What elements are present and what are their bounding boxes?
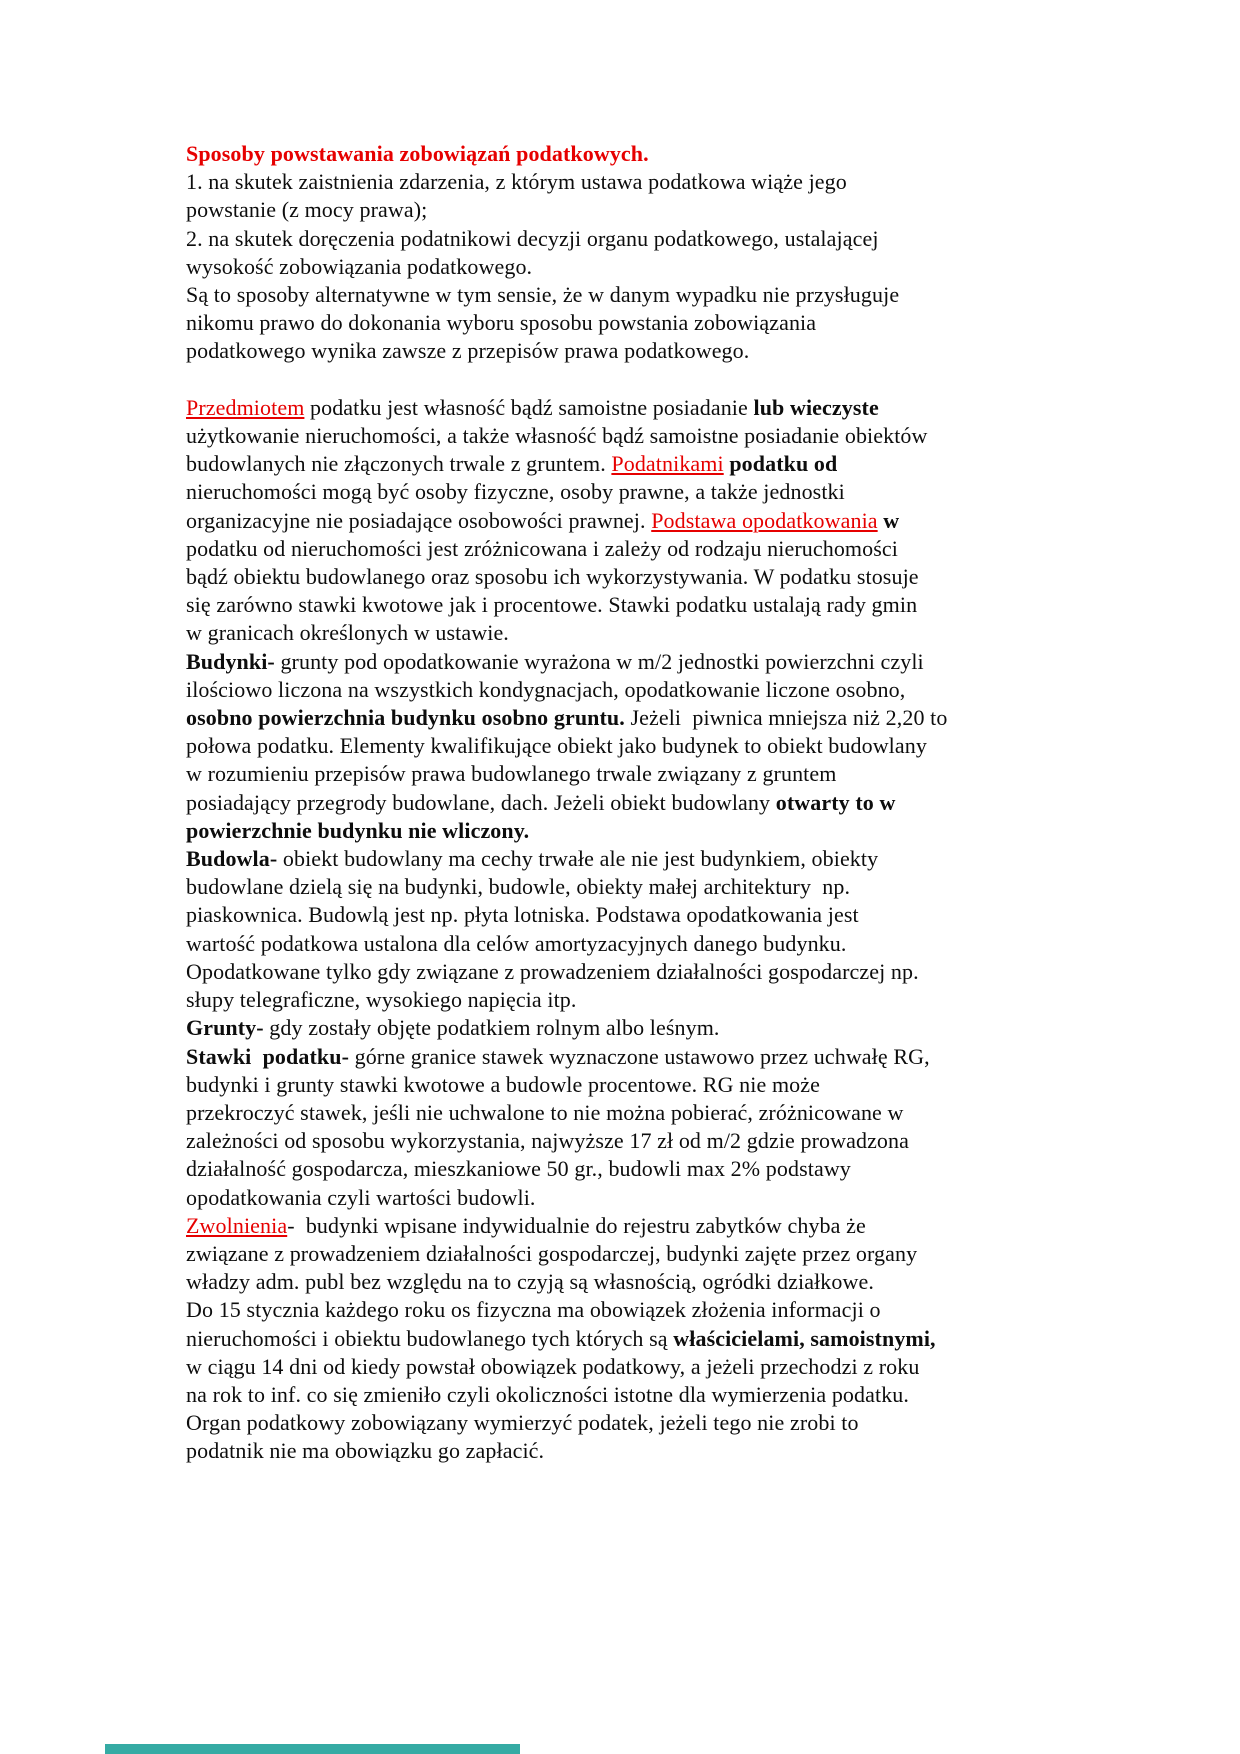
text-line: [186, 676, 947, 704]
text-segment: Do 15 stycznia każdego roku os fizyczna ma obowiązek złożenia informacji o: [186, 1297, 881, 1323]
text-segment: związane z prowadzeniem działalności gospodarczej, budynki zajęte przez organy: [186, 1240, 918, 1266]
text-segment: wartość podatkowa ustalona dla celów amortyzacyjnych danego budynku.: [186, 930, 847, 956]
text-segment: właścicielami, samoistnymi,: [673, 1325, 936, 1351]
text-line: [186, 196, 947, 224]
text-line: [186, 732, 947, 760]
text-segment: organizacyjne nie posiadające osobowości prawnej.: [186, 507, 652, 533]
text-segment: powierzchnie budynku nie wliczony.: [186, 817, 530, 843]
text-segment: połowa podatku. Elementy kwalifikujące obiekt jako budynek to obiekt budowlany: [186, 733, 927, 759]
text-segment: podatku od: [723, 451, 838, 477]
text-segment: lub wieczyste: [753, 394, 879, 420]
text-line: [186, 422, 947, 450]
text-line: [186, 281, 947, 309]
text-segment: 1. na skutek zaistnienia zdarzenia, z którym ustawa podatkowa wiąże jego: [186, 169, 847, 195]
text-segment: budowlanych nie złączonych trwale z gruntem.: [186, 451, 612, 477]
text-segment: obiekt budowlany ma cechy trwałe ale nie jest budynkiem, obiekty: [277, 846, 879, 872]
text-segment: w ciągu 14 dni od kiedy powstał obowiązek podatkowy, a jeżeli przechodzi z roku: [186, 1353, 920, 1379]
text-line: [186, 478, 947, 506]
text-line: [186, 1127, 947, 1155]
text-segment: ilościowo liczona na wszystkich kondygnacjach, opodatkowanie liczone osobno,: [186, 676, 906, 702]
text-line: [186, 873, 947, 901]
text-line: [186, 225, 947, 253]
highlighted-term: Przedmiotem: [186, 394, 305, 420]
text-segment: nikomu prawo do dokonania wyboru sposobu powstania zobowiązania: [186, 310, 817, 336]
text-segment: w granicach określonych w ustawie.: [186, 620, 509, 646]
text-line: [186, 704, 947, 732]
text-segment: budynki i grunty stawki kwotowe a budowle procentowe. RG nie może: [186, 1071, 820, 1097]
text-segment: podatku od nieruchomości jest zróżnicowana i zależy od rodzaju nieruchomości: [186, 535, 898, 561]
text-segment: podatnik nie ma obowiązku go zapłacić.: [186, 1438, 545, 1464]
text-segment: nieruchomości mogą być osoby fizyczne, osoby prawne, a także jednostki: [186, 479, 845, 505]
text-segment: Budynki-: [186, 648, 275, 674]
text-segment: Opodatkowane tylko gdy związane z prowadzeniem działalności gospodarczej np.: [186, 958, 919, 984]
text-segment: budowlane dzielą się na budynki, budowle, obiekty małej architektury np.: [186, 874, 851, 900]
blank-line: [186, 366, 947, 394]
text-segment: podatkowego wynika zawsze z przepisów prawa podatkowego.: [186, 338, 750, 364]
text-line: [186, 845, 947, 873]
document-text: [186, 140, 947, 1466]
text-segment: gdy zostały objęte podatkiem rolnym albo leśnym.: [263, 1015, 720, 1041]
text-segment: Grunty-: [186, 1015, 264, 1041]
text-segment: bądź obiektu budowlanego oraz sposobu ich wykorzystywania. W podatku stosuje: [186, 564, 919, 590]
highlighted-term: Zwolnienia: [186, 1212, 288, 1238]
text-segment: w rozumieniu przepisów prawa budowlanego trwale związany z gruntem: [186, 761, 837, 787]
text-line: [186, 1099, 947, 1127]
title-text: Sposoby powstawania zobowiązań podatkowych.: [186, 141, 649, 166]
footer-accent-bar: [105, 1744, 520, 1754]
text-segment: 2. na skutek doręczenia podatnikowi decyzji organu podatkowego, ustalającej: [186, 225, 879, 251]
text-line: [186, 1240, 947, 1268]
text-segment: Organ podatkowy zobowiązany wymierzyć podatek, jeżeli tego nie zrobi to: [186, 1410, 859, 1436]
text-segment: piaskownica. Budowlą jest np. płyta lotniska. Podstawa opodatkowania jest: [186, 902, 859, 928]
text-line: [186, 1014, 947, 1042]
text-segment: otwarty to w: [775, 789, 896, 815]
text-line: [186, 817, 947, 845]
text-segment: wysokość zobowiązania podatkowego.: [186, 253, 533, 279]
text-line: [186, 901, 947, 929]
text-segment: grunty pod opodatkowanie wyrażona w m/2 jednostki powierzchni czyli: [274, 648, 924, 674]
text-line: [186, 1155, 947, 1183]
text-line: [186, 450, 947, 478]
text-line: [186, 253, 947, 281]
text-segment: Są to sposoby alternatywne w tym sensie, że w danym wypadku nie przysługuje: [186, 282, 900, 308]
text-line: [186, 1381, 947, 1409]
text-line: [186, 337, 947, 365]
text-segment: Budowla-: [186, 846, 278, 872]
text-segment: przekroczyć stawek, jeśli nie uchwalone to nie można pobierać, zróżnicowane w: [186, 1099, 904, 1125]
text-line: [186, 986, 947, 1014]
highlighted-term: Podatnikami: [611, 451, 724, 477]
text-line: [186, 1353, 947, 1381]
text-line: [186, 168, 947, 196]
text-line: [186, 1184, 947, 1212]
text-segment: podatku jest własność bądź samoistne posiadanie: [304, 394, 754, 420]
text-segment: górne granice stawek wyznaczone ustawowo przez uchwałę RG,: [349, 1043, 930, 1069]
text-segment: nieruchomości i obiektu budowlanego tych których są: [186, 1325, 674, 1351]
text-segment: zależności od sposobu wykorzystania, najwyższe 17 zł od m/2 gdzie prowadzona: [186, 1128, 909, 1154]
text-line: [186, 760, 947, 788]
text-segment: użytkowanie nieruchomości, a także własność bądź samoistne posiadanie obiektów: [186, 423, 928, 449]
text-segment: powstanie (z mocy prawa);: [186, 197, 428, 223]
text-segment: władzy adm. publ bez względu na to czyją są własnością, ogródki działkowe.: [186, 1269, 874, 1295]
text-line: [186, 1043, 947, 1071]
highlighted-term: Podstawa opodatkowania: [651, 507, 878, 533]
text-segment: działalność gospodarcza, mieszkaniowe 50 gr., budowli max 2% podstawy: [186, 1156, 851, 1182]
text-line: [186, 563, 947, 591]
text-line: [186, 958, 947, 986]
text-segment: słupy telegraficzne, wysokiego napięcia itp.: [186, 987, 577, 1013]
text-line: [186, 591, 947, 619]
text-segment: opodatkowania czyli wartości budowli.: [186, 1184, 536, 1210]
text-line: [186, 1325, 947, 1353]
text-line: [186, 1268, 947, 1296]
text-line: [186, 648, 947, 676]
text-segment: na rok to inf. co się zmieniło czyli okoliczności istotne dla wymierzenia podatku.: [186, 1381, 909, 1407]
text-line: [186, 1409, 947, 1437]
text-line: [186, 1071, 947, 1099]
document-title: [186, 140, 947, 168]
text-line: [186, 1437, 947, 1465]
text-line: [186, 1212, 947, 1240]
text-segment: posiadający przegrody budowlane, dach. Jeżeli obiekt budowlany: [186, 789, 776, 815]
text-segment: się zarówno stawki kwotowe jak i procentowe. Stawki podatku ustalają rady gmin: [186, 592, 918, 618]
text-segment: osobno powierzchnia budynku osobno gruntu.: [186, 705, 625, 731]
text-line: [186, 789, 947, 817]
text-segment: Stawki podatku-: [186, 1043, 349, 1069]
text-line: [186, 394, 947, 422]
text-line: [186, 507, 947, 535]
text-line: [186, 619, 947, 647]
text-segment: - budynki wpisane indywidualnie do rejestru zabytków chyba że: [287, 1212, 866, 1238]
text-line: [186, 1296, 947, 1324]
text-line: [186, 535, 947, 563]
text-segment: w: [877, 507, 900, 533]
text-line: [186, 930, 947, 958]
text-line: [186, 309, 947, 337]
text-segment: Jeżeli piwnica mniejsza niż 2,20 to: [624, 705, 948, 731]
